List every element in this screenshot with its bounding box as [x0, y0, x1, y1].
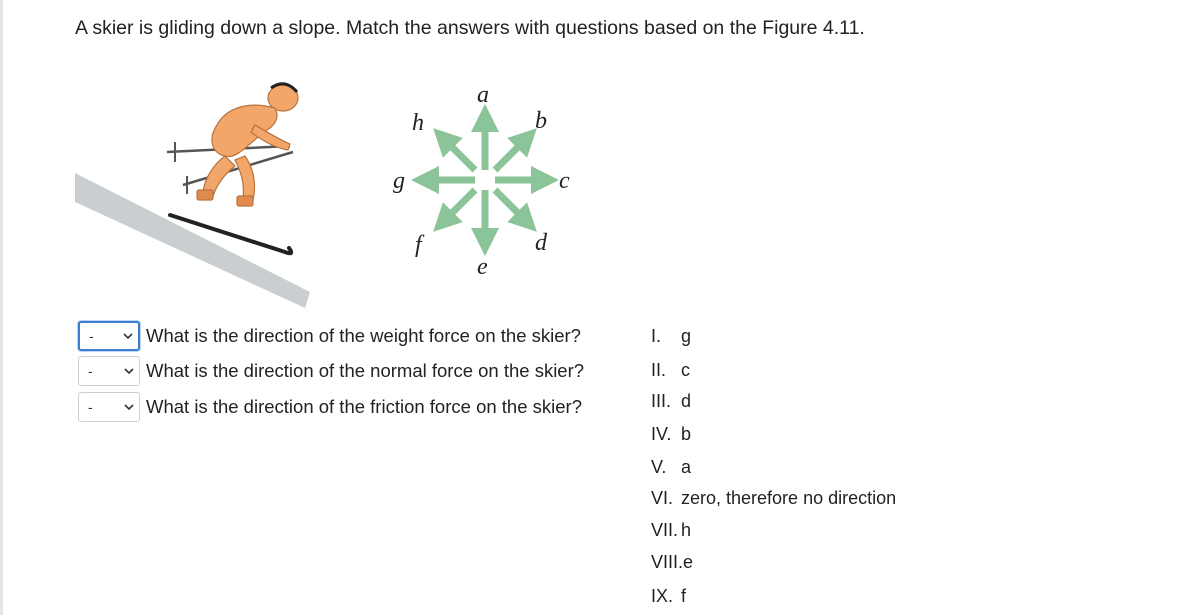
label-b: b	[535, 108, 547, 134]
answer-text: b	[681, 424, 692, 444]
answer-text: h	[681, 520, 692, 540]
answer-text: c	[681, 360, 690, 380]
answer-select-friction[interactable]	[78, 392, 140, 422]
answer-numeral: V.	[651, 457, 667, 477]
label-h: h	[412, 110, 424, 136]
match-row-normal	[78, 355, 584, 387]
chevron-down-icon	[122, 330, 134, 342]
direction-arrows	[425, 118, 545, 242]
answer-text: f	[681, 586, 687, 606]
figure-skier-directions	[75, 70, 595, 310]
select-value: -	[88, 399, 93, 415]
answer-select-weight[interactable]	[78, 321, 140, 351]
select-value: -	[89, 328, 94, 344]
label-d: d	[535, 230, 547, 256]
answer-numeral: IV.	[651, 424, 672, 444]
label-c: c	[559, 168, 570, 194]
answer-text: zero, therefore no direction	[681, 488, 897, 508]
answer-numeral: VI.	[651, 488, 674, 508]
answer-text: g	[681, 326, 692, 346]
answer-choice-7	[651, 520, 691, 541]
label-g: g	[393, 168, 405, 194]
label-a: a	[477, 82, 489, 108]
answer-numeral: IX.	[651, 586, 674, 606]
answer-choice-8	[651, 552, 693, 573]
answer-text: a	[681, 457, 692, 477]
answer-text: e	[683, 552, 694, 572]
answer-numeral: VII.	[651, 520, 679, 540]
answer-choice-2	[651, 360, 690, 381]
match-row-weight	[78, 320, 581, 352]
answer-choice-3	[651, 391, 691, 412]
skier-figure	[197, 85, 298, 206]
question-title: A skier is gliding down a slope. Match the answers with questions based on the Figure 4.11.	[75, 17, 865, 39]
answer-choice-5	[651, 457, 691, 478]
answer-select-normal[interactable]	[78, 356, 140, 386]
answer-numeral: I.	[651, 326, 662, 346]
slope-shape	[75, 173, 310, 308]
match-row-friction	[78, 391, 582, 423]
answer-numeral: III.	[651, 391, 672, 411]
answer-choice-4	[651, 424, 691, 445]
chevron-down-icon	[123, 401, 135, 413]
page-left-border	[0, 0, 3, 615]
match-prompt-normal: What is the direction of the normal force on the skier?	[146, 360, 585, 381]
answer-numeral: VIII.	[651, 552, 684, 572]
match-prompt-weight: What is the direction of the weight force on the skier?	[146, 325, 581, 346]
pole-right	[183, 152, 293, 185]
chevron-down-icon	[123, 365, 135, 377]
label-e: e	[477, 254, 488, 280]
answer-numeral: II.	[651, 360, 667, 380]
answer-choice-9	[651, 586, 686, 607]
label-f: f	[415, 232, 422, 258]
answer-choice-1	[651, 326, 691, 347]
answer-choice-6	[651, 488, 896, 509]
match-prompt-friction: What is the direction of the friction force on the skier?	[146, 396, 582, 417]
select-value: -	[88, 363, 93, 379]
answer-text: d	[681, 391, 692, 411]
